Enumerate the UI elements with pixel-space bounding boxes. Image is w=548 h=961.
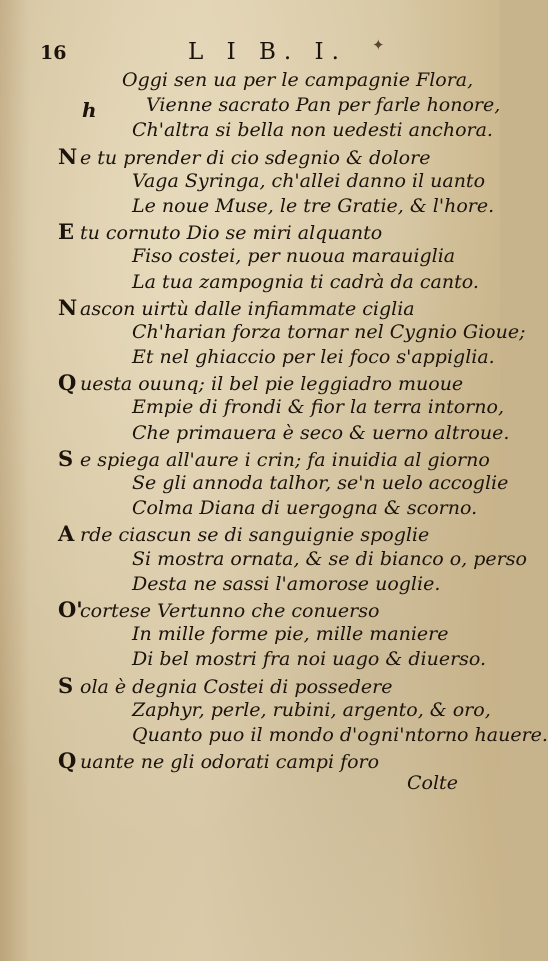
verse-line — [58, 597, 438, 622]
stanza-initial: N — [58, 294, 78, 320]
verse-line — [58, 395, 504, 420]
stanza-initial: Q — [58, 748, 77, 774]
verse-line — [58, 496, 478, 521]
verse-text: rde ciascun se di sanguignie spoglie — [80, 524, 430, 547]
stanza-initial: S — [58, 445, 74, 471]
verse-line — [58, 471, 509, 496]
stanza-initial: A — [58, 521, 75, 547]
verse-text: Le noue Muse, le tre Gratie, & l'hore. — [132, 194, 495, 217]
verse-line — [58, 547, 527, 572]
verse-text: Di bel mostri fra noi uago & diuerso. — [132, 648, 487, 671]
verse-line — [58, 673, 438, 698]
verse-line — [58, 572, 441, 597]
verse-text: Quanto puo il mondo d'ogni'ntorno hauere. — [132, 723, 548, 746]
verse-line — [58, 144, 438, 169]
verse-text: Se gli annoda talhor, se'n uelo accoglie — [132, 472, 509, 494]
verse-text: Vienne sacrato Pan per farle honore, — [146, 94, 501, 117]
verse-line — [58, 320, 526, 345]
verse-line — [58, 194, 495, 219]
stanza-initial: N — [58, 143, 78, 169]
verse-line — [58, 445, 490, 471]
verse-line — [58, 622, 449, 647]
verse-line — [58, 748, 438, 773]
verse-line — [58, 219, 438, 244]
ornament-mark: ✦ — [372, 36, 385, 54]
verse-text: Ch'harian forza tornar nel Cygnio Gioue; — [132, 320, 526, 343]
stanza-initial: Q — [58, 370, 77, 396]
verse-line — [58, 270, 479, 295]
verse-text: ola è degnia Costei di possedere — [80, 675, 393, 698]
verse-text: Desta ne sassi l'amorose uoglie. — [132, 572, 441, 595]
verse-text: e spiega all'aure i crin; fa inuidia al giorno — [80, 448, 490, 471]
verse-text: Fiso costei, per nuoua marauiglia — [132, 245, 456, 268]
verse-line — [58, 421, 510, 446]
verse-text: Empie di frondi & fior la terra intorno, — [132, 396, 504, 419]
signature-mark: h — [82, 98, 97, 122]
verse-text: Zaphyr, perle, rubini, argento, & oro, — [132, 698, 491, 721]
verse-line — [58, 169, 486, 194]
verse-text: La tua zampognia ti cadrà da canto. — [132, 270, 479, 293]
stanza-initial: S — [58, 672, 74, 698]
verse-text: In mille forme pie, mille maniere — [132, 623, 449, 646]
verse-text: Si mostra ornata, & se di bianco o, perso — [132, 547, 527, 570]
verse-line — [58, 93, 501, 118]
page-number: 16 — [40, 42, 67, 64]
verse-text: Che primauera è seco & uerno altroue. — [132, 421, 510, 444]
verse-text: cortese Vertunno che conuerso — [80, 599, 380, 622]
verse-text: Vaga Syringa, ch'allei danno il uanto — [132, 169, 486, 192]
verse-text: ascon uirtù dalle infiammate ciglia — [80, 297, 415, 320]
verse-text: Oggi sen ua per le campagnie Flora, — [122, 69, 474, 91]
verse-line — [58, 345, 495, 370]
catchword: Colte — [407, 772, 458, 794]
verse-line — [58, 244, 456, 269]
verse-text: Ch'altra si bella non uedesti anchora. — [132, 119, 493, 142]
verse-text: e tu prender di cio sdegnio & dolore — [80, 146, 431, 169]
verse-text: uante ne gli odorati campi foro — [80, 751, 380, 774]
verse-line — [58, 698, 491, 723]
running-head: L I B. I. — [188, 39, 347, 65]
verse-line — [58, 723, 548, 748]
verse-line — [58, 68, 474, 93]
verse-line — [58, 295, 438, 320]
poem-text — [58, 68, 548, 774]
verse-line — [58, 647, 487, 672]
verse-text: Colma Diana di uergogna & scorno. — [132, 497, 478, 520]
verse-text: uesta ouunq; il bel pie leggiadro muoue — [80, 373, 464, 396]
verse-line — [58, 118, 493, 143]
verse-text: tu cornuto Dio se miri alquanto — [80, 222, 383, 245]
stanza-initial: O' — [58, 596, 83, 622]
verse-line — [58, 370, 464, 396]
stanza-initial: E — [58, 219, 75, 245]
verse-text: Et nel ghiaccio per lei foco s'appiglia. — [132, 346, 495, 369]
verse-line — [58, 521, 438, 546]
